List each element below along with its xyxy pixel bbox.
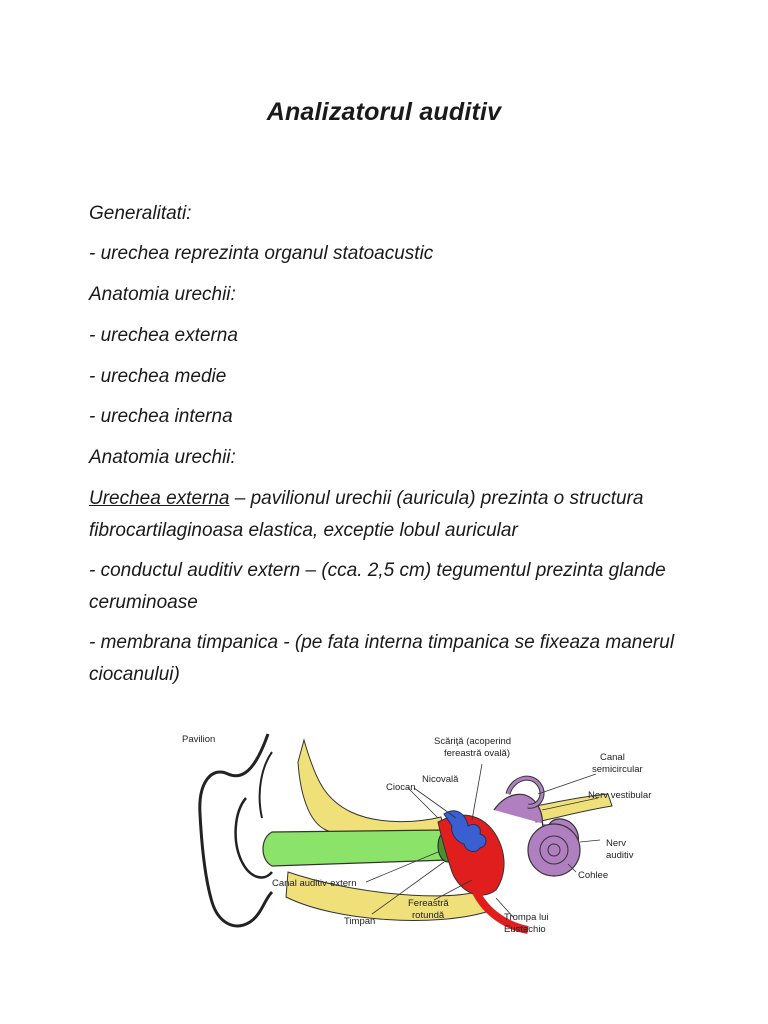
temporal-bone-upper — [298, 740, 444, 841]
paragraph-medie: - urechea medie — [89, 366, 227, 387]
paragraph-generalitati: Generalitati: — [89, 203, 192, 224]
label-nerv-auditiv-2: auditiv — [606, 850, 634, 861]
external-ear-heading: Urechea externa — [89, 488, 230, 509]
label-fereastra-1: Fereastră — [408, 898, 449, 909]
label-canal-auditiv: Canal auditiv-extern — [272, 878, 357, 889]
paragraph-membrana: - membrana timpanica - (pe fata interna timpanica se fixeaza manerul ciocanului) — [89, 632, 675, 685]
external-ear-text: – pavilionul urechii (auricula) prezinta o structura fibrocartilaginoasa elastica, exceptie lobul auricular — [89, 488, 644, 541]
label-trompa-2: Eustachio — [504, 924, 546, 935]
paragraph-interna: - urechea interna — [89, 406, 233, 427]
label-canal-semi-1: Canal — [600, 752, 625, 763]
label-ciocan: Ciocan — [386, 782, 416, 793]
label-scarita-1: Scăriţă (acoperind — [434, 736, 512, 747]
label-nerv-vestibular: Nerv vestibular — [588, 790, 652, 801]
label-pavilion: Pavilion — [182, 734, 216, 745]
ear-canal — [263, 830, 457, 866]
label-fereastra-2: rotundă — [412, 910, 445, 921]
paragraph-externa: - urechea externa — [89, 325, 238, 346]
pinna-helix — [260, 752, 272, 818]
ear-anatomy-figure — [176, 722, 686, 942]
label-canal-semi-2: semicircular — [592, 764, 643, 775]
label-scarita-2: fereastră ovală) — [444, 748, 511, 759]
paragraph-external-ear — [89, 483, 679, 547]
label-timpan: Timpan — [344, 916, 376, 927]
paragraph-anatomia-1: Anatomia urechii: — [89, 284, 236, 305]
paragraph-conduct: - conductul auditiv extern – (cca. 2,5 cm) tegumentul prezinta glande ceruminoase — [89, 560, 666, 613]
label-trompa-1: Trompa lui — [504, 912, 549, 923]
label-cohlee: Cohlee — [578, 870, 609, 881]
paragraph-organ: - urechea reprezinta organul statoacustic — [89, 243, 434, 264]
document-title: Analizatorul auditiv — [266, 98, 502, 126]
label-nicovala: Nicovală — [422, 774, 459, 785]
paragraph-anatomia-2: Anatomia urechii: — [89, 447, 236, 468]
label-nerv-auditiv-1: Nerv — [606, 838, 627, 849]
